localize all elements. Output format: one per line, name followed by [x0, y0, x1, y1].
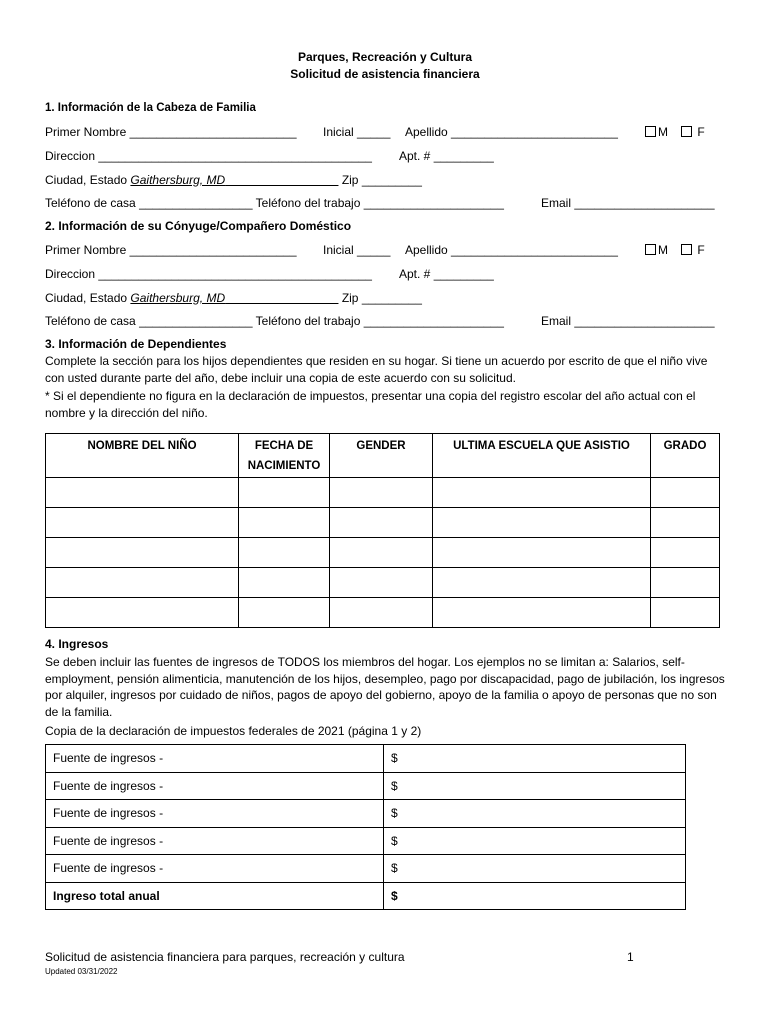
gender-female-option[interactable]: F [681, 125, 705, 139]
section1-row2 [45, 149, 494, 163]
table-row [46, 772, 686, 800]
zip-field[interactable]: Zip _________ [341, 173, 422, 187]
table-row [46, 598, 720, 628]
spouse-apt-field[interactable]: Apt. # _________ [399, 267, 494, 281]
table-cell[interactable] [433, 478, 651, 508]
apt-field[interactable]: Apt. # _________ [399, 149, 494, 163]
income-source-label: Fuente de ingresos - [46, 745, 384, 773]
table-row [46, 745, 686, 773]
first-name-field[interactable]: Primer Nombre _________________________ [45, 125, 297, 139]
table-cell[interactable] [239, 478, 330, 508]
home-phone-field[interactable]: Teléfono de casa _________________ [45, 196, 253, 210]
table-cell[interactable] [46, 538, 239, 568]
table-row [46, 538, 720, 568]
spouse-address-field[interactable]: Direccion _________________________________________ [45, 267, 372, 281]
table-cell[interactable] [46, 508, 239, 538]
table-cell[interactable] [651, 538, 720, 568]
table-cell[interactable] [433, 568, 651, 598]
section2-row4 [45, 314, 715, 328]
total-income-field[interactable]: $ [384, 882, 686, 910]
dependents-table [45, 433, 720, 628]
income-amount-field[interactable]: $ [384, 745, 686, 773]
table-cell[interactable] [46, 598, 239, 628]
table-cell[interactable] [239, 598, 330, 628]
income-table [45, 744, 686, 910]
initial-field[interactable]: Inicial _____ [323, 125, 391, 139]
section3-intro: Complete la sección para los hijos dependientes que residen en su hogar. Si tiene un acuerdo por escrito de que el niño vive con usted durante parte del año, debe incluir una copia de este acuerdo con su solicitud. [45, 354, 708, 385]
work-phone-field[interactable]: Teléfono del trabajo _____________________ [255, 196, 504, 210]
spouse-initial-field[interactable]: Inicial _____ [323, 243, 391, 257]
table-row [46, 827, 686, 855]
table-cell[interactable] [330, 508, 433, 538]
table-cell[interactable] [651, 568, 720, 598]
table-row [46, 478, 720, 508]
spouse-zip-field[interactable]: Zip _________ [341, 291, 422, 305]
section3-heading: 3. Información de Dependientes [45, 337, 227, 351]
income-source-label: Fuente de ingresos - [46, 772, 384, 800]
col-grade: GRADO [651, 434, 720, 478]
table-cell[interactable] [330, 538, 433, 568]
spouse-work-phone-field[interactable]: Teléfono del trabajo _____________________ [255, 314, 504, 328]
section4-heading: 4. Ingresos [45, 637, 109, 651]
table-row [46, 508, 720, 538]
table-cell[interactable] [651, 598, 720, 628]
table-cell[interactable] [330, 568, 433, 598]
form-title: Parques, Recreación y Cultura [297, 50, 473, 64]
checkbox-icon[interactable] [681, 244, 692, 255]
section1-row4 [45, 196, 715, 210]
income-source-label: Fuente de ingresos - [46, 827, 384, 855]
total-row [46, 882, 686, 910]
spouse-city-state-value[interactable]: Gaithersburg, MD [130, 291, 226, 305]
form-subtitle: Solicitud de asistencia financiera [290, 67, 480, 81]
spouse-first-name-field[interactable]: Primer Nombre _________________________ [45, 243, 297, 257]
section2-heading: 2. Información de su Cónyuge/Compañero Doméstico [45, 219, 352, 233]
footer-text: Solicitud de asistencia financiera para parques, recreación y cultura [45, 950, 405, 964]
city-state-label: Ciudad, Estado [45, 173, 128, 187]
section2-row1 [45, 243, 705, 257]
checkbox-icon[interactable] [681, 126, 692, 137]
table-cell[interactable] [433, 508, 651, 538]
section2-row3 [45, 291, 422, 305]
col-last-school: ULTIMA ESCUELA QUE ASISTIO [433, 434, 651, 478]
spouse-gender-male-option[interactable]: M [645, 243, 668, 257]
checkbox-icon[interactable] [645, 244, 656, 255]
table-cell[interactable] [651, 478, 720, 508]
spouse-city-state-label: Ciudad, Estado [45, 291, 128, 305]
table-cell[interactable] [330, 478, 433, 508]
table-row [46, 568, 720, 598]
income-amount-field[interactable]: $ [384, 855, 686, 883]
table-row [46, 800, 686, 828]
table-cell[interactable] [239, 538, 330, 568]
section3-note: * Si el dependiente no figura en la declaración de impuestos, presentar una copia del registro escolar del año actual con el nombre y la dirección del niño. [45, 389, 696, 420]
tax-return-note: Copia de la declaración de impuestos federales de 2021 (página 1 y 2) [45, 724, 422, 738]
gender-male-option[interactable]: M [645, 125, 668, 139]
table-cell[interactable] [46, 478, 239, 508]
email-field[interactable]: Email _____________________ [541, 196, 715, 210]
table-cell[interactable] [239, 508, 330, 538]
col-birth-date: FECHA DE NACIMIENTO [239, 434, 330, 478]
income-amount-field[interactable]: $ [384, 827, 686, 855]
income-amount-field[interactable]: $ [384, 772, 686, 800]
col-child-name: NOMBRE DEL NIÑO [46, 434, 239, 478]
spouse-email-field[interactable]: Email _____________________ [541, 314, 715, 328]
section1-row1 [45, 125, 705, 139]
income-source-label: Fuente de ingresos - [46, 800, 384, 828]
income-source-label: Fuente de ingresos - [46, 855, 384, 883]
spouse-home-phone-field[interactable]: Teléfono de casa _________________ [45, 314, 253, 328]
checkbox-icon[interactable] [645, 126, 656, 137]
page-number: 1 [627, 950, 634, 964]
table-cell[interactable] [46, 568, 239, 598]
spouse-last-name-field[interactable]: Apellido _________________________ [405, 243, 618, 257]
section2-row2 [45, 267, 494, 281]
section1-heading: 1. Información de la Cabeza de Familia [45, 102, 256, 114]
dependents-header-row [46, 434, 720, 478]
updated-date: Updated 03/31/2022 [45, 967, 118, 976]
income-amount-field[interactable]: $ [384, 800, 686, 828]
section1-row3 [45, 173, 422, 187]
total-income-label: Ingreso total anual [46, 882, 384, 910]
table-cell[interactable] [239, 568, 330, 598]
table-cell[interactable] [651, 508, 720, 538]
last-name-field[interactable]: Apellido _________________________ [405, 125, 618, 139]
table-cell[interactable] [433, 538, 651, 568]
table-row [46, 855, 686, 883]
table-cell[interactable] [330, 598, 433, 628]
table-cell[interactable] [433, 598, 651, 628]
section4-intro: Se deben incluir las fuentes de ingresos de TODOS los miembros del hogar. Los ejemplos no se limitan a: Salarios, self-employment, pensión alimenticia, manutención de los hijos, desempleo, pago por discapacidad, pago de jubilación, los ingresos por alquiler, ingresos por cuidado de niños, pagos de apoyo del gobierno, apoyo de la familia o apoyo de personas que no son de la familia. [45, 655, 725, 719]
address-field[interactable]: Direccion _________________________________________ [45, 149, 372, 163]
spouse-gender-female-option[interactable]: F [681, 243, 705, 257]
city-state-value[interactable]: Gaithersburg, MD [130, 173, 226, 187]
col-gender: GENDER [330, 434, 433, 478]
